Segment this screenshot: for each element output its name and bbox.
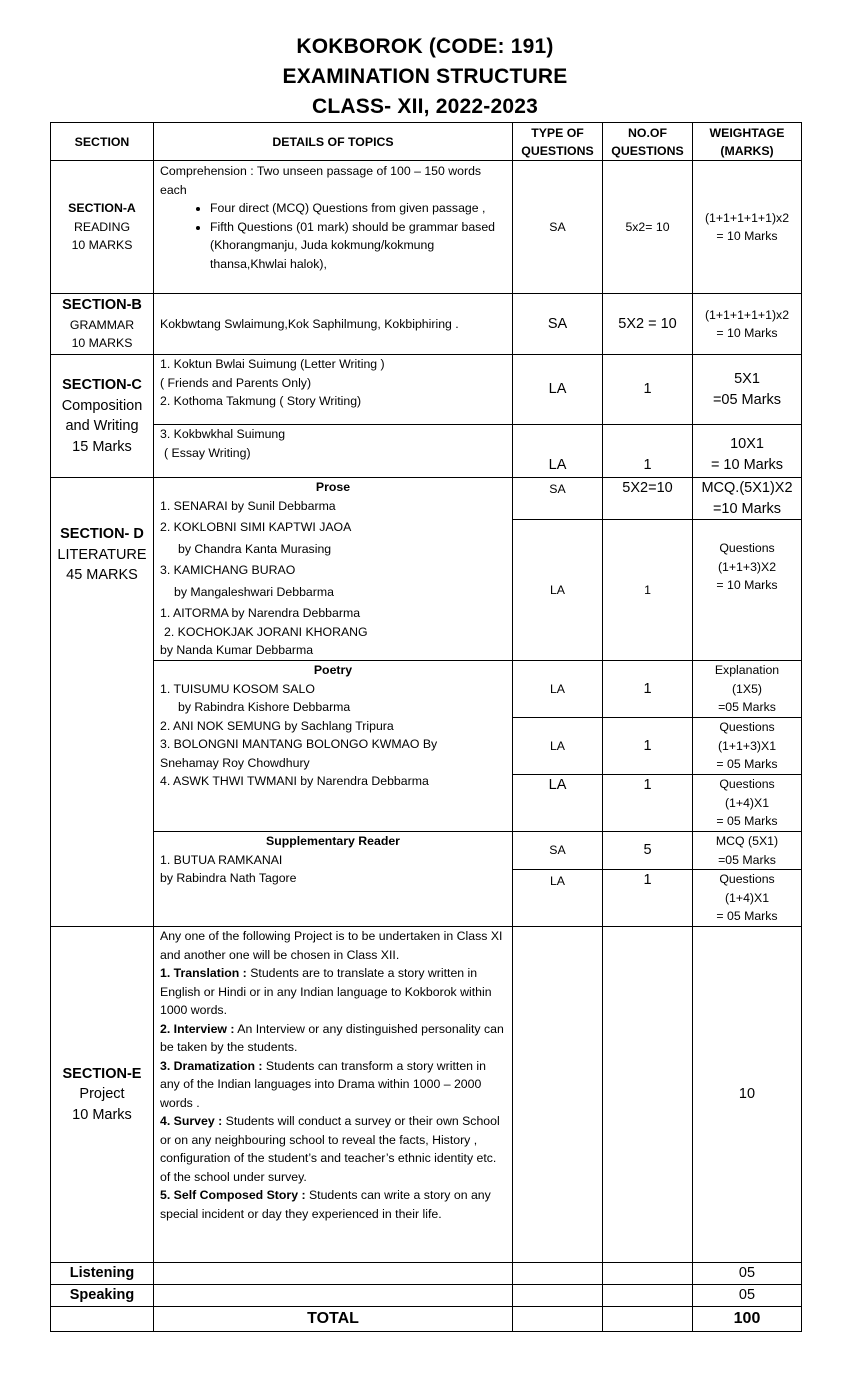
poetry-no-3: 1 bbox=[603, 775, 693, 832]
item-label: 3. Dramatization : bbox=[160, 1058, 263, 1073]
section-e-marks: 10 Marks bbox=[72, 1106, 132, 1123]
section-a-bullets bbox=[160, 199, 506, 273]
list-item: ( Friends and Parents Only) bbox=[160, 375, 312, 390]
prose-no-2: 1 bbox=[603, 520, 693, 661]
weight-line-3: = 05 Marks bbox=[716, 814, 778, 829]
section-b-no: 5X2 = 10 bbox=[603, 294, 693, 355]
item-label: 4. Survey : bbox=[160, 1114, 223, 1128]
total-section bbox=[51, 1307, 154, 1332]
weight-line-3: = 05 Marks bbox=[716, 909, 778, 924]
poetry-heading: Poetry bbox=[313, 663, 353, 677]
section-a-no: 5x2= 10 bbox=[603, 161, 693, 294]
section-e-row bbox=[51, 927, 802, 1263]
section-c-weightage-2 bbox=[693, 425, 802, 478]
weight-line-1: Questions bbox=[719, 872, 775, 887]
item-text: An Interview or any distinguished personality can be taken by the students. bbox=[160, 1021, 504, 1054]
section-d-prose-row-1 bbox=[51, 478, 802, 520]
item-text: Students can transform a story written in any of the Indian languages into Drama within 1000 – 2000 words . bbox=[160, 1058, 486, 1110]
item-label: 2. Interview : bbox=[160, 1021, 235, 1036]
list-item: 1. BUTUA RAMKANAI bbox=[160, 852, 283, 867]
supp-type-1: SA bbox=[513, 832, 603, 870]
section-b-marks: 10 MARKS bbox=[71, 336, 133, 351]
section-a-weightage bbox=[693, 161, 802, 294]
section-c-weightage-1 bbox=[693, 355, 802, 425]
section-a-marks: 10 MARKS bbox=[71, 238, 133, 253]
weight-line-1: Questions bbox=[719, 720, 775, 735]
section-c-details-1 bbox=[154, 355, 513, 425]
section-c-type-1: LA bbox=[513, 355, 603, 425]
header-details: DETAILS OF TOPICS bbox=[154, 123, 513, 161]
exam-structure-table bbox=[50, 122, 802, 1332]
section-c-name: SECTION-C bbox=[62, 377, 142, 393]
section-c-type-2: LA bbox=[513, 425, 603, 478]
section-e-intro: Any one of the following Project is to be undertaken in Class XI and another one will be chosen in Class XII. bbox=[160, 929, 503, 962]
list-item: • Fifth Questions (01 mark) should be grammar based (Khorangmanju, Juda kokmung/kokmung thansa,Khwlai halok), bbox=[210, 218, 506, 274]
title-line-2: EXAMINATION STRUCTURE bbox=[282, 65, 568, 88]
weight-line-1: Questions bbox=[719, 541, 775, 555]
prose-type-2: LA bbox=[513, 520, 603, 661]
section-d-supp-row-1 bbox=[51, 832, 802, 870]
list-item: 2. Kothoma Takmung ( Story Writing) bbox=[160, 394, 362, 408]
section-d-supp-details bbox=[154, 832, 513, 927]
list-item: 2. KOCHOKJAK JORANI KHORANG bbox=[164, 624, 368, 639]
listening-no bbox=[603, 1263, 693, 1285]
section-e-weightage: 10 bbox=[693, 927, 802, 1263]
poetry-type-1: LA bbox=[513, 661, 603, 718]
header-no: NO.OF QUESTIONS bbox=[603, 123, 693, 161]
section-b-weight-line1: (1+1+1+1+1)x2 bbox=[704, 307, 790, 322]
section-e-sub: Project bbox=[79, 1086, 125, 1103]
list-item: 1. Koktun Bwlai Suimung (Letter Writing ) bbox=[160, 357, 385, 371]
list-item: • Four direct (MCQ) Questions from given passage , bbox=[210, 199, 506, 218]
list-item bbox=[160, 1020, 506, 1057]
total-no bbox=[603, 1307, 693, 1332]
speaking-weightage: 05 bbox=[693, 1285, 802, 1307]
poetry-weightage-2 bbox=[693, 718, 802, 775]
section-b-weight-line2: = 10 Marks bbox=[716, 326, 778, 340]
section-a-row bbox=[51, 161, 802, 294]
supp-weightage-1 bbox=[693, 832, 802, 870]
supp-heading: Supplementary Reader bbox=[266, 834, 400, 848]
section-a-intro: Comprehension : Two unseen passage of 100 – 150 words each bbox=[160, 164, 482, 197]
total-label: TOTAL bbox=[154, 1307, 513, 1332]
weight-line-2: =05 Marks bbox=[718, 852, 776, 867]
section-d-prose-details bbox=[154, 478, 513, 661]
weight-line-1: MCQ (5X1) bbox=[715, 834, 779, 848]
section-d-name: SECTION- D bbox=[60, 526, 144, 542]
listening-row bbox=[51, 1263, 802, 1285]
weight-line-2: (1+1+3)X1 bbox=[717, 738, 777, 753]
list-item: 3. Kokbwkhal Suimung bbox=[160, 427, 286, 441]
weight-line-2: = 10 Marks bbox=[710, 456, 784, 473]
speaking-type bbox=[513, 1285, 603, 1307]
poetry-no-2: 1 bbox=[603, 718, 693, 775]
total-type bbox=[513, 1307, 603, 1332]
section-e-no bbox=[603, 927, 693, 1263]
list-item bbox=[160, 1112, 506, 1186]
prose-no-1: 5X2=10 bbox=[603, 478, 693, 520]
item-text: Students are to translate a story written in English or Hindi or in any Indian language to Kokborok within 1000 words. bbox=[160, 966, 492, 1017]
list-item: 3. KAMICHANG BURAO bbox=[160, 563, 296, 577]
section-b-sub: GRAMMAR bbox=[69, 317, 135, 332]
list-item: ( Essay Writing) bbox=[164, 445, 251, 460]
section-e-type bbox=[513, 927, 603, 1263]
weight-line-1: Explanation bbox=[714, 663, 780, 678]
weight-line-1: 10X1 bbox=[730, 436, 764, 452]
list-item: by Rabindra Nath Tagore bbox=[160, 871, 297, 885]
section-c-sub-2: and Writing bbox=[65, 418, 139, 434]
prose-type-1: SA bbox=[513, 478, 603, 520]
item-label: 5. Self Composed Story : bbox=[160, 1188, 306, 1202]
section-a-weight-line2: = 10 Marks bbox=[716, 229, 778, 243]
list-item: Snehamay Roy Chowdhury bbox=[160, 755, 310, 770]
section-a-weight-line1: (1+1+1+1+1)x2 bbox=[704, 210, 790, 225]
section-a-details bbox=[154, 161, 513, 294]
section-c-row-1 bbox=[51, 355, 802, 425]
speaking-label: Speaking bbox=[51, 1285, 154, 1307]
weight-line-1: MCQ.(5X1)X2 bbox=[701, 480, 793, 496]
section-c-details-2 bbox=[154, 425, 513, 478]
section-b-row bbox=[51, 294, 802, 355]
supp-no-1: 5 bbox=[603, 832, 693, 870]
speaking-details bbox=[154, 1285, 513, 1307]
list-item: 1. AITORMA by Narendra Debbarma bbox=[160, 606, 361, 620]
list-item: 4. ASWK THWI TWMANI by Narendra Debbarma bbox=[160, 774, 429, 788]
list-item: 3. BOLONGNI MANTANG BOLONGO KWMAO By bbox=[160, 737, 438, 751]
poetry-type-2: LA bbox=[513, 718, 603, 775]
section-d-sub: LITERATURE bbox=[57, 546, 147, 563]
poetry-no-1: 1 bbox=[603, 661, 693, 718]
list-item: 2. ANI NOK SEMUNG by Sachlang Tripura bbox=[160, 718, 394, 733]
weight-line-2: =05 Marks bbox=[712, 391, 782, 408]
weight-line-1: 5X1 bbox=[734, 371, 760, 387]
list-item bbox=[160, 1186, 506, 1223]
weight-line-1: Questions bbox=[719, 777, 775, 792]
weight-line-2: (1+4)X1 bbox=[724, 795, 770, 810]
supp-no-2: 1 bbox=[603, 870, 693, 927]
weight-line-3: = 05 Marks bbox=[716, 757, 778, 772]
section-e-details bbox=[154, 927, 513, 1263]
weight-line-3: = 10 Marks bbox=[716, 578, 778, 592]
poetry-weightage-3 bbox=[693, 775, 802, 832]
item-text: Students will conduct a survey or their own School or on any neighbouring school to reveal the facts, History , configuration of the student’s and teacher’s ethnic identity etc. of the school under survey. bbox=[160, 1114, 500, 1184]
supp-type-2: LA bbox=[513, 870, 603, 927]
document-title bbox=[0, 32, 850, 122]
section-c-sub-1: Composition bbox=[61, 397, 143, 414]
listening-label: Listening bbox=[51, 1263, 154, 1285]
section-c-marks: 15 Marks bbox=[72, 438, 132, 455]
total-row bbox=[51, 1307, 802, 1332]
total-weightage: 100 bbox=[693, 1307, 802, 1332]
poetry-weightage-1 bbox=[693, 661, 802, 718]
weight-line-2: (1X5) bbox=[731, 681, 763, 696]
section-c-row-2 bbox=[51, 425, 802, 478]
section-d-marks: 45 MARKS bbox=[66, 567, 138, 583]
header-row bbox=[51, 123, 802, 161]
prose-weightage-1 bbox=[693, 478, 802, 520]
header-weightage: WEIGHTAGE (MARKS) bbox=[693, 123, 802, 161]
weight-line-2: (1+4)X1 bbox=[724, 890, 770, 905]
section-c-no-1: 1 bbox=[603, 355, 693, 425]
title-line-3: CLASS- XII, 2022-2023 bbox=[312, 95, 538, 118]
section-e-name: SECTION-E bbox=[62, 1065, 142, 1082]
list-item: 1. TUISUMU KOSOM SALO bbox=[160, 681, 315, 696]
list-item bbox=[160, 964, 506, 1020]
section-d-poetry-row-1 bbox=[51, 661, 802, 718]
weight-line-2: (1+1+3)X2 bbox=[717, 559, 777, 574]
listening-type bbox=[513, 1263, 603, 1285]
item-text: Students can write a story on any special incident or day they experienced in their life. bbox=[160, 1188, 491, 1221]
section-d-cell bbox=[51, 478, 154, 927]
list-item: by Chandra Kanta Murasing bbox=[178, 541, 332, 556]
section-b-cell bbox=[51, 294, 154, 355]
section-c-no-2: 1 bbox=[603, 425, 693, 478]
section-a-name: SECTION-A bbox=[68, 201, 136, 216]
section-e-cell bbox=[51, 927, 154, 1263]
section-b-details: Kokbwtang Swlaimung,Kok Saphilmung, Kokbiphiring . bbox=[154, 294, 513, 355]
prose-weightage-2 bbox=[693, 520, 802, 661]
section-a-cell bbox=[51, 161, 154, 294]
section-a-sub: READING bbox=[73, 219, 131, 234]
item-label: 1. Translation : bbox=[160, 966, 247, 980]
list-item: by Rabindra Kishore Debbarma bbox=[178, 700, 351, 714]
list-item bbox=[160, 1057, 506, 1113]
weight-line-3: =05 Marks bbox=[718, 700, 776, 715]
section-a-type: SA bbox=[513, 161, 603, 294]
section-b-type: SA bbox=[513, 294, 603, 355]
section-d-poetry-details bbox=[154, 661, 513, 832]
listening-weightage: 05 bbox=[693, 1263, 802, 1285]
listening-details bbox=[154, 1263, 513, 1285]
weight-line-2: =10 Marks bbox=[712, 500, 782, 517]
speaking-row bbox=[51, 1285, 802, 1307]
prose-heading: Prose bbox=[315, 480, 351, 494]
list-item: by Mangaleshwari Debbarma bbox=[174, 584, 334, 599]
list-item: by Nanda Kumar Debbarma bbox=[160, 643, 314, 657]
speaking-no bbox=[603, 1285, 693, 1307]
poetry-type-3: LA bbox=[513, 775, 603, 832]
header-type: TYPE OF QUESTIONS bbox=[513, 123, 603, 161]
title-line-1: KOKBOROK (CODE: 191) bbox=[296, 35, 554, 58]
supp-weightage-2 bbox=[693, 870, 802, 927]
section-c-cell bbox=[51, 355, 154, 478]
section-b-name: SECTION-B bbox=[62, 297, 142, 314]
header-section: SECTION bbox=[51, 123, 154, 161]
section-b-weightage bbox=[693, 294, 802, 355]
list-item: 2. KOKLOBNI SIMI KAPTWI JAOA bbox=[160, 520, 352, 534]
list-item: 1. SENARAI by Sunil Debbarma bbox=[160, 498, 336, 513]
